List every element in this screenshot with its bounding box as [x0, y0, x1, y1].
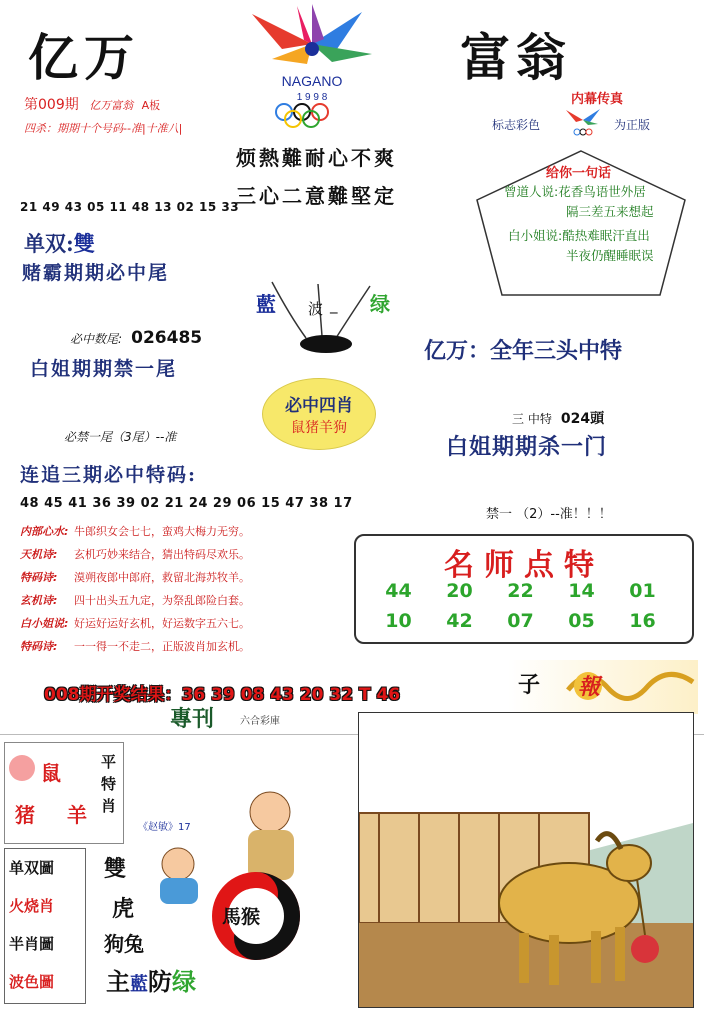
nagano-logo — [212, 4, 412, 128]
master-row-2 — [368, 610, 673, 632]
poem-key: 特码诗: — [20, 640, 58, 653]
issue-grade: A板 — [141, 99, 161, 112]
master-number: 07 — [507, 610, 534, 632]
fax-title: 内幕传真 — [571, 92, 624, 107]
yin-yang-icon — [210, 866, 302, 966]
poem-key: 特码诗: — [20, 571, 58, 584]
logo-text: NAGANO — [281, 73, 343, 89]
bottom-half-2: 狗兔 — [104, 932, 144, 956]
master-box — [354, 534, 694, 644]
pentagon-line-2: 隔三差五来想起 — [566, 204, 654, 219]
master-number: 01 — [629, 580, 656, 602]
four-zodiac-title: 必中四肖 — [285, 396, 353, 416]
wave-left: 藍 — [256, 292, 276, 316]
fire-value: 馬猴 — [222, 906, 261, 928]
left-zhu: 猪 — [15, 803, 35, 827]
pentagon-verse-1: 花香鸟语世外居 — [558, 184, 646, 199]
ban-tail: 必禁一尾（3尾）--准 — [64, 430, 177, 444]
tail-value: 026485 — [131, 328, 203, 348]
pentagon-line-4: 半夜仍醒睡眠误 — [566, 248, 654, 263]
quanian: 亿万：全年三头中特 — [424, 338, 623, 364]
master-number: 22 — [507, 580, 534, 602]
lianzhui-label: 连追三期必中特码: — [20, 464, 198, 486]
three-head-label: 三 中特 — [512, 412, 552, 426]
issue-note: 四杀：期期十个号码--准|十准八| — [24, 122, 183, 135]
olympic-rings-icon — [276, 104, 328, 127]
pentagon-box — [474, 148, 688, 298]
bottom-wave — [106, 962, 196, 997]
small-logo-icon — [558, 106, 608, 136]
label-fire: 火烧肖 — [9, 897, 55, 915]
master-title: 名师点特 — [444, 548, 604, 583]
label-wave: 波色圖 — [9, 973, 55, 991]
master-number: 16 — [629, 610, 656, 632]
master-row-1 — [368, 580, 673, 602]
wave-lv: 绿 — [172, 967, 196, 996]
label-ds: 单双圖 — [9, 859, 55, 877]
fax-right: 为正版 — [614, 118, 651, 132]
title-left: 亿万 — [28, 28, 140, 87]
poem-text: 一一得一不走二，正版波肖加玄机。 — [74, 640, 250, 653]
wave-drawing — [250, 276, 400, 360]
poem-text: 牛郎织女会七七，蛮鸡大梅力无穷。 — [74, 525, 250, 538]
pentagon-verse-3: 酷热难眠汗直出 — [562, 228, 650, 243]
zodiac-banner — [508, 660, 698, 714]
tail-sub: 白姐期期禁一尾 — [30, 358, 178, 380]
lianzhui-numbers: 48 45 41 36 39 02 21 24 29 06 15 47 38 17 — [20, 496, 353, 511]
left-zodiac-box — [4, 742, 124, 844]
poem-row — [20, 543, 350, 566]
result-line: 008期开奖结果：36 39 08 43 20 32 T 46 — [44, 685, 401, 705]
numbers-top: 21 49 43 05 11 48 13 02 15 33 — [20, 200, 240, 214]
jin-yi: 禁一 （2）--准！！！ — [486, 507, 612, 522]
poem-key: 白小姐说: — [20, 617, 69, 630]
issue-line — [24, 94, 160, 114]
special-title: 專刊 — [170, 706, 215, 732]
wave-right: 绿 — [370, 292, 390, 316]
poem-list — [20, 520, 350, 658]
left-vertical: 平特肖 — [101, 753, 117, 815]
left-yang: 羊 — [67, 803, 87, 827]
pentagon-speaker-1: 曾道人说: — [504, 184, 559, 199]
poem-row — [20, 566, 350, 589]
master-number: 05 — [568, 610, 595, 632]
poem-row — [20, 589, 350, 612]
danshuang-label: 单双: — [24, 231, 74, 256]
master-number: 20 — [446, 580, 473, 602]
pentagon-line-3 — [508, 226, 650, 246]
issue-label: 第009期 — [24, 97, 79, 113]
title-right: 富翁 — [460, 28, 572, 87]
wave-blank: _ — [330, 296, 338, 314]
four-zodiac-value: 鼠猪羊狗 — [291, 420, 347, 436]
poem-key: 内部心水: — [20, 525, 69, 538]
pentagon-line-1 — [504, 182, 646, 202]
wave-lan: 藍 — [130, 974, 148, 995]
poem-text: 四十出头五九定，为祭乱郎险白套。 — [74, 594, 250, 607]
zodiac-zi: 子 — [518, 672, 541, 698]
left-shu: 鼠 — [41, 761, 61, 785]
three-head-sub: 白姐期期杀一门 — [446, 434, 608, 460]
four-zodiac-oval — [262, 378, 376, 450]
pentagon-title: 给你一句话 — [546, 166, 612, 181]
danshuang-value: 雙 — [73, 231, 95, 256]
master-number: 44 — [385, 580, 412, 602]
flower-icon — [9, 755, 35, 781]
poem-text: 漠朔夜郎中郎府，救留北海苏牧羊。 — [74, 571, 250, 584]
special-banner — [150, 700, 320, 730]
tail-line — [70, 328, 202, 348]
bottom-label-grid — [4, 848, 86, 1004]
pentagon-speaker-2: 白小姐说: — [508, 228, 563, 243]
poem-key: 玄机诗: — [20, 594, 58, 607]
goat-illustration — [358, 712, 694, 1008]
wave-fang: 防 — [148, 967, 172, 996]
wave-main: 主 — [106, 967, 130, 996]
danshuang-line — [24, 228, 95, 258]
poem-text: 好运好运好玄机，好运数字五六七。 — [74, 617, 250, 630]
master-number: 42 — [446, 610, 473, 632]
bottom-ds-value: 雙 — [104, 856, 127, 882]
fax-left: 标志彩色 — [492, 118, 541, 132]
slogan-2: 三心二意難堅定 — [236, 184, 397, 208]
master-number: 14 — [568, 580, 595, 602]
issue-brand: 亿万富翁 — [89, 99, 134, 112]
three-head-value: 024頭 — [560, 411, 605, 427]
master-number: 10 — [385, 610, 412, 632]
tail-label: 必中数尾: — [70, 332, 123, 346]
flower-icon — [252, 4, 372, 64]
danshuang-sub: 赌霸期期必中尾 — [22, 262, 170, 284]
poem-text: 玄机巧妙来结合，猜出特码尽欢乐。 — [74, 548, 250, 561]
zodiac-bao: 報 — [578, 674, 601, 700]
poem-key: 天机诗: — [20, 548, 58, 561]
poem-row — [20, 612, 350, 635]
wave-mid: 波 — [308, 300, 324, 318]
label-half: 半肖圖 — [9, 935, 55, 953]
poem-row — [20, 635, 350, 658]
cartoon-tag: 《赵敏》17 — [138, 822, 191, 833]
logo-year: 1 9 9 8 — [296, 92, 328, 103]
poem-row — [20, 520, 350, 543]
bottom-half-1: 虎 — [112, 896, 135, 922]
slogan-1: 烦熱難耐心不爽 — [236, 146, 397, 170]
three-head-line — [512, 408, 604, 428]
special-sub: 六合彩庫 — [240, 716, 280, 727]
